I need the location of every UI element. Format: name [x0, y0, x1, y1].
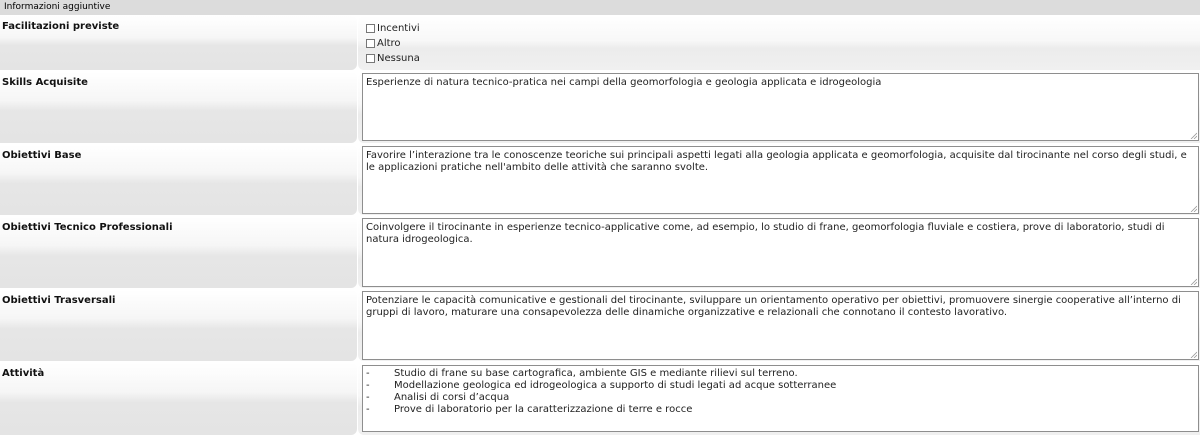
facilitazioni-options: [366, 21, 420, 66]
skills-label: Skills Acquisite: [0, 72, 357, 143]
list-item-text: Analisi di corsi d’acqua: [394, 392, 510, 403]
list-item: [366, 392, 1195, 404]
section-title: Informazioni aggiuntive: [4, 2, 111, 12]
resize-handle-icon[interactable]: [1190, 278, 1197, 285]
obiettivi-trasversali-textarea[interactable]: [362, 291, 1199, 360]
list-item: [366, 368, 1195, 380]
obiettivi-base-text: Favorire l’interazione tra le conoscenze teoriche sui principali aspetti legati alla geologia applicata e geomorfologia, acquisite dal tirocinante nel corso degli studi, e le applicazioni pratiche nell'ambito delle attività che saranno svolte.: [366, 150, 1187, 173]
nessuna-checkbox[interactable]: [366, 54, 375, 63]
list-item: [366, 380, 1195, 392]
attivita-label: Attività: [0, 363, 357, 435]
obiettivi-trasversali-label: Obiettivi Trasversali: [0, 290, 357, 361]
skills-text: Esperienze di natura tecnico-pratica nei campi della geomorfologia e geologia applicata e idrogeologia: [366, 77, 882, 88]
obiettivi-trasversali-text: Potenziare le capacità comunicative e gestionali del tirocinante, sviluppare un orientamento operativo per obiettivi, promuovere sinergie cooperative all’interno di gruppi di lavoro, maturare una consapevolezza delle dinamiche organizzative e relazionali che connotano il contesto lavorativo.: [366, 295, 1181, 318]
row-facilitazioni: [0, 16, 1200, 70]
obiettivi-base-label: Obiettivi Base: [0, 145, 357, 215]
incentivi-label: Incentivi: [377, 23, 420, 34]
nessuna-label: Nessuna: [377, 53, 420, 64]
list-item: [366, 404, 1195, 416]
resize-handle-icon[interactable]: [1190, 205, 1197, 212]
list-item-text: Prove di laboratorio per la caratterizzazione di terre e rocce: [394, 404, 693, 415]
skills-textarea[interactable]: [362, 73, 1199, 141]
list-item-text: Studio di frane su base cartografica, ambiente GIS e mediante rilievi sul terreno.: [394, 368, 798, 379]
obiettivi-tecnico-text: Coinvolgere il tirocinante in esperienze tecnico-applicative come, ad esempio, lo studio di frane, geomorfologia fluviale e costiera, prove di laboratorio, studi di natura idrogeologica.: [366, 222, 1165, 245]
list-item-text: Modellazione geologica ed idrogeologica a supporto di studi legati ad acque sotterranee: [394, 380, 837, 391]
option-nessuna[interactable]: [366, 51, 420, 66]
altro-label: Altro: [377, 38, 401, 49]
obiettivi-base-textarea[interactable]: [362, 146, 1199, 214]
resize-handle-icon[interactable]: [1190, 132, 1197, 139]
obiettivi-tecnico-label: Obiettivi Tecnico Professionali: [0, 217, 357, 288]
resize-handle-icon[interactable]: [1190, 351, 1197, 358]
section-header: [0, 0, 1200, 15]
altro-checkbox[interactable]: [366, 39, 375, 48]
list-bullet: -: [366, 380, 370, 391]
list-bullet: -: [366, 404, 370, 415]
facilitazioni-label: Facilitazioni previste: [0, 16, 357, 70]
option-incentivi[interactable]: [366, 21, 420, 36]
list-bullet: -: [366, 392, 370, 403]
facilitazioni-value-cell: [358, 16, 1200, 70]
incentivi-checkbox[interactable]: [366, 24, 375, 33]
option-altro[interactable]: [366, 36, 420, 51]
list-bullet: -: [366, 368, 370, 379]
obiettivi-tecnico-textarea[interactable]: [362, 218, 1199, 287]
attivita-textarea[interactable]: [362, 365, 1199, 432]
